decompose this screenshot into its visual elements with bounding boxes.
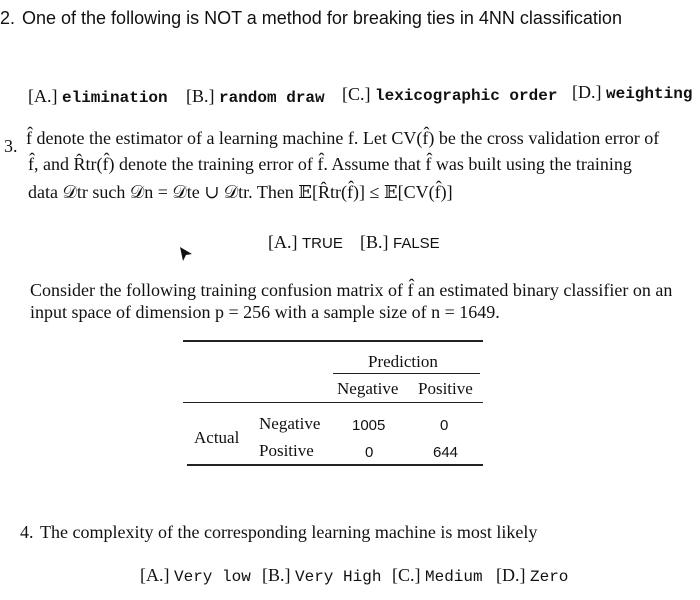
option-text: Very low (174, 568, 251, 586)
option-label: [A.] (28, 86, 58, 106)
cell-negative-positive: 0 (440, 417, 449, 434)
context-line-2: input space of dimension p = 256 with a sample size of n = 1649. (30, 302, 500, 322)
option-label: [B.] (186, 86, 215, 106)
q2-text: One of the following is NOT a method for breaking ties in 4NN classification (22, 8, 622, 28)
q2-number: 2. (0, 8, 16, 28)
option-label: [B.] (262, 565, 291, 585)
table-top-rule (183, 340, 483, 342)
row-group-actual: Actual (194, 428, 240, 447)
q2-option-b[interactable] (186, 86, 325, 107)
q3-option-b[interactable] (360, 232, 440, 253)
q4-option-a[interactable] (140, 565, 251, 586)
column-header-negative: Negative (337, 379, 399, 398)
prediction-underline (333, 373, 480, 374)
option-text: TRUE (302, 235, 343, 252)
q2-option-c[interactable] (342, 84, 557, 105)
q3-line-1: f̂ denote the estimator of a learning machine f. Let CV(f̂) be the cross validation error of (26, 128, 660, 148)
q3-number: 3. (4, 136, 18, 156)
option-label: [B.] (360, 232, 389, 252)
q4-option-c[interactable] (392, 565, 483, 586)
prediction-header: Prediction (368, 352, 438, 371)
option-text: Very High (295, 568, 382, 586)
mouse-cursor-icon (178, 246, 194, 262)
table-mid-rule (183, 402, 483, 403)
row-label-positive: Positive (259, 441, 314, 460)
option-text: elimination (62, 89, 168, 107)
option-label: [C.] (342, 84, 371, 104)
q2-option-a[interactable] (28, 86, 168, 107)
option-label: [A.] (268, 232, 298, 252)
q4-option-b[interactable] (262, 565, 381, 586)
cell-positive-negative: 0 (365, 444, 374, 461)
q4-number: 4. (20, 522, 34, 542)
option-text: Medium (425, 568, 483, 586)
table-bottom-rule (187, 464, 483, 466)
option-text: Zero (530, 568, 569, 586)
option-text: weighting (606, 85, 693, 103)
option-label: [A.] (140, 565, 170, 585)
row-label-negative: Negative (259, 414, 321, 433)
q4-option-d[interactable] (496, 565, 568, 586)
q3-line-3: data 𝒟tr such 𝒟n = 𝒟te ∪ 𝒟tr. Then 𝔼[R̂tr(f̂)] ≤ 𝔼[CV(f̂)] (28, 182, 453, 202)
column-header-positive: Positive (418, 379, 473, 398)
option-label: [D.] (572, 82, 602, 102)
option-label: [D.] (496, 565, 526, 585)
cell-negative-negative: 1005 (352, 417, 386, 434)
cell-positive-positive: 644 (433, 444, 459, 461)
q3-line-2: f̂, and R̂tr(f̂) denote the training error of f̂. Assume that f̂ was built using the training (28, 154, 632, 174)
option-text: random draw (219, 89, 325, 107)
context-line-1: Consider the following training confusion matrix of f̂ an estimated binary classifier on an (30, 280, 673, 300)
option-text: FALSE (393, 235, 440, 252)
q2-option-d[interactable] (572, 82, 692, 103)
q4-text: The complexity of the corresponding learning machine is most likely (40, 522, 538, 542)
option-text: lexicographic order (375, 87, 558, 105)
q3-option-a[interactable] (268, 232, 343, 253)
option-label: [C.] (392, 565, 421, 585)
